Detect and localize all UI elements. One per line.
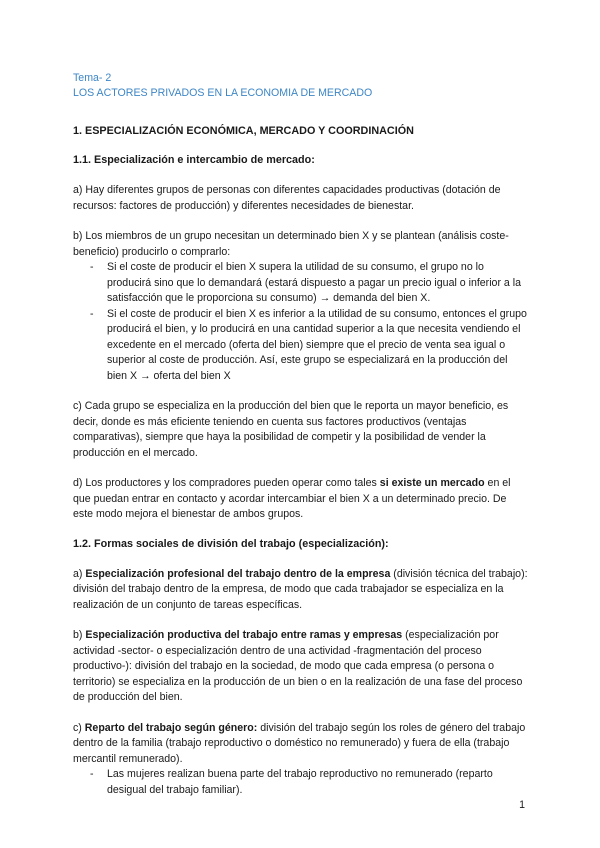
para-2b-text: (especialización por actividad -sector- o especialización dentro de una actividad -fragmentación del proceso productivo-): división del trabajo en la sociedad, de modo que cada empresa (o persona o territorio) se especializa en la producción de un bien o en la realización de una fase del proceso de producción del bien. — [73, 629, 523, 703]
page-content — [73, 71, 528, 798]
paragraph-b: b) Los miembros de un grupo necesitan un determinado bien X y se plantean (análisis coste-beneficio) producirlo o comprarlo: — [73, 230, 509, 258]
para-2a-text: (división técnica del trabajo): división del trabajo dentro de la empresa, de modo que cada trabajador se especializa en la realización de un conjunto de tareas específicas. — [73, 567, 528, 611]
para-2c-prefix: c) — [73, 721, 85, 734]
list-item — [73, 260, 528, 307]
para-2b-emphasis: Especialización productiva del trabajo entre ramas y empresas — [85, 629, 403, 641]
para-d-text: d) Los productores y los compradores pueden operar como tales — [73, 477, 380, 489]
para-2a-emphasis: Especialización profesional del trabajo dentro de la empresa — [85, 567, 391, 580]
para-2c-emphasis: Reparto del trabajo según género: — [84, 721, 258, 734]
dash-bullet: - — [90, 307, 94, 320]
paragraph-2a — [73, 567, 528, 614]
para-2c-text: división del trabajo según los roles de género del trabajo dentro de la familia (trabajo reproductivo o doméstico no remunerado) y fuera de ella (trabajo mercantil remunerado). — [73, 721, 526, 765]
para-2a-prefix: a) — [73, 567, 86, 580]
paragraph-2c — [73, 721, 528, 768]
page-number: 1 — [519, 799, 525, 811]
section-heading: 1. ESPECIALIZACIÓN ECONÓMICA, MERCADO Y COORDINACIÓN — [73, 125, 414, 137]
bullet-list-c — [73, 767, 528, 798]
topic-title: LOS ACTORES PRIVADOS EN LA ECONOMIA DE MERCADO — [73, 87, 373, 99]
paragraph-a: a) Hay diferentes grupos de personas con diferentes capacidades productivas (dotación de recursos: factores de producción) y diferentes necesidades de bienestar. — [73, 184, 501, 212]
paragraph-2b — [73, 628, 528, 706]
list-item-text: Las mujeres realizan buena parte del trabajo reproductivo no remunerado (reparto desigual del trabajo familiar). — [107, 768, 493, 796]
para-2b-prefix: b) — [73, 629, 86, 641]
para-d-text-end: en el que puedan entrar en contacto y acordar intercambiar el bien X a un determinado precio. De este modo mejora el bienestar de ambos grupos. — [73, 477, 511, 520]
dash-bullet: - — [90, 768, 94, 780]
dash-bullet: - — [90, 261, 94, 273]
list-item — [73, 307, 528, 385]
list-item-text: Si el coste de producir el bien X es inferior a la utilidad de su consumo, entonces el grupo producirá el bien, y lo producirá en una cantidad superior a la que necesita vendiendo el excedente en el mercado (oferta del bien) siempre que el precio de venta sea igual o superior al coste de producción. Así, este grupo se especializará en la producción del bien X → oferta del bien X — [107, 307, 527, 382]
list-item-text: Si el coste de producir el bien X supera la utilidad de su consumo, el grupo no lo producirá sino que lo demandará (estará dispuesto a pagar un precio igual o inferior a la satisfacción que le proporciona su consumo) → demanda del bien X. — [107, 261, 521, 304]
para-d-emphasis: si existe un mercado — [379, 477, 485, 489]
subsection-heading-1-1: 1.1. Especialización e intercambio de mercado: — [73, 154, 315, 166]
paragraph-d — [73, 476, 528, 523]
paragraph-c: c) Cada grupo se especializa en la producción del bien que le reporta un mayor beneficio, es decir, donde es más eficiente teniendo en cuenta sus factores productivos (ventajas comparativas), siempre que haya la posibilidad de competir y la posibilidad de vender la producción en el mercado. — [73, 400, 509, 459]
list-item — [73, 767, 528, 798]
bullet-list-b — [73, 260, 528, 384]
topic-label: Tema- 2 — [73, 72, 112, 84]
subsection-heading-1-2: 1.2. Formas sociales de división del trabajo (especialización): — [73, 537, 389, 550]
